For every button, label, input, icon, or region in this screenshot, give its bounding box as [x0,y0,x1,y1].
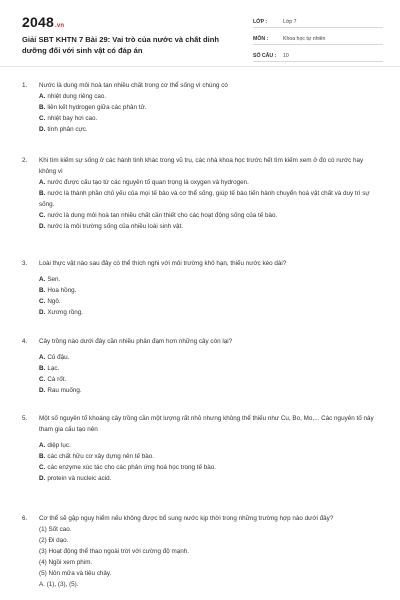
option-b[interactable] [39,363,382,374]
question-6 [22,513,382,590]
option-text: liên kết hydrogen giữa các phân tử. [47,104,147,111]
option-letter: B. [39,365,46,372]
option-a[interactable] [39,274,382,285]
meta-value: 10 [283,52,289,59]
option-text: diệp lục. [47,442,71,449]
option-letter: C. [39,212,46,219]
option-text: Lạc. [47,365,60,372]
site-logo[interactable] [22,14,64,30]
option-letter: C. [39,376,46,383]
option-letter: A. [39,354,46,361]
option-a[interactable]: A. (1), (3), (5). [39,581,79,588]
logo-suffix: .vn [54,23,65,29]
question-5 [22,413,382,484]
option-letter: C. [39,464,46,471]
option-d[interactable] [39,307,382,318]
option-text: Củ đậu. [47,354,70,361]
question-text: Loài thực vật nào sau đây có thể thích nghi với môi trường khô hạn, thiếu nước kéo dài? [39,260,287,267]
question-number: 6. [22,515,28,522]
option-text: nước là dung môi hoà tan nhiều chất cần thiết cho các hoạt động sống của tế bào. [47,212,278,219]
option-text: Sen. [47,276,61,283]
option-letter: C. [39,298,46,305]
option-text: nhiệt dung riêng cao. [47,93,107,100]
question-text: Nước là dung môi hoà tan nhiều chất trong cơ thể sống vì chúng có [39,82,228,89]
document-header [0,0,400,68]
meta-key: SỐ CÂU : [253,52,277,59]
logo-text: 2048 [22,14,54,30]
question-text: Một số nguyên tố khoáng cây trồng cần một lượng rất nhỏ nhưng không thể thiếu như Cu, Bo, Mo,... Các nguyên tố này tham gia cấu tạo nên [39,415,374,433]
option-letter: B. [39,287,46,294]
list-item: (2) Đi dạo. [39,537,69,544]
header-divider [0,66,400,67]
option-letter: A. [39,442,46,449]
option-text: Cà rốt. [47,376,67,383]
option-text: Rau muống. [47,387,82,394]
option-text: Xương rồng. [47,309,83,316]
option-letter: A. [39,276,46,283]
option-letter: A. [39,179,46,186]
list-item: (5) Nôn mửa và tiêu chảy. [39,570,112,577]
option-letter: B. [39,104,46,111]
list-item: (4) Ngồi xem phim. [39,559,93,566]
meta-key: MÔN : [253,35,269,42]
option-letter: D. [39,309,46,316]
question-text: Cơ thể sẽ gặp nguy hiểm nếu không được bổ sung nước kịp thời trong những trường hợp nào dưới đây? [39,515,334,522]
option-letter: D. [39,223,46,230]
meta-row-count [253,50,383,62]
question-number: 4. [22,338,28,345]
question-2 [22,155,382,232]
option-letter: C. [39,115,46,122]
option-d[interactable] [39,385,382,396]
list-item: (3) Hoạt động thể thao ngoài trời với cường độ mạnh. [39,548,189,555]
option-d[interactable] [39,124,382,135]
option-text: Hoa hồng. [47,287,77,294]
option-text: các enzyme xúc tác cho các phản ứng hoá học trong tế bào. [47,464,217,471]
option-c[interactable] [39,296,382,307]
option-b[interactable] [39,451,382,462]
question-3 [22,258,382,318]
question-text: Cây trồng nào dưới đây cần nhiều phân đạm hơn những cây còn lại? [39,338,233,345]
option-text: nhiệt bay hơi cao. [47,115,98,122]
option-letter: D. [39,387,46,394]
option-text: Ngô. [47,298,61,305]
option-a[interactable] [39,91,382,102]
option-c[interactable] [39,113,382,124]
option-c[interactable] [39,462,382,473]
option-text: tính phân cực. [47,126,88,133]
question-1 [22,80,382,135]
option-letter: D. [39,475,46,482]
question-number: 1. [22,82,28,89]
option-a[interactable] [39,177,382,188]
option-c[interactable] [39,374,382,385]
option-d[interactable] [39,473,382,484]
option-text: các chất hữu cơ xây dựng nên tế bào. [47,453,155,460]
option-letter: B. [39,190,46,197]
option-text: nước là môi trường sống của nhiều loài sinh vật. [47,223,184,230]
question-number: 3. [22,260,28,267]
page-title: Giải SBT KHTN 7 Bài 29: Vai trò của nước và chất dinh dưỡng đối với sinh vật có đáp án [22,35,219,55]
option-letter: B. [39,453,46,460]
option-b[interactable] [39,285,382,296]
option-letter: D. [39,126,46,133]
option-text: nước là thành phần chủ yếu của mọi tế bào và cơ thể sống, giúp tế bào tiến hành chuyển hoá vật chất và duy trì sự sống. [39,190,370,208]
question-number: 5. [22,415,28,422]
option-text: nước được cấu tạo từ các nguyên tố quan trọng là oxygen và hydrogen. [47,179,249,186]
meta-row-class [253,16,383,28]
meta-value: Lớp 7 [283,18,297,25]
option-c[interactable] [39,210,382,221]
question-number: 2. [22,157,28,164]
option-b[interactable] [39,102,382,113]
option-a[interactable] [39,440,382,451]
option-a[interactable] [39,352,382,363]
option-letter: A. [39,93,46,100]
question-4 [22,336,382,396]
document-meta [253,16,383,67]
option-text: protein và nucleic acid. [47,475,112,482]
meta-row-subject [253,33,383,45]
meta-value: Khoa học tự nhiên [283,35,326,42]
question-text: Khi tìm kiếm sự sống ở các hành tinh khác trong vũ trụ, các nhà khoa học trước hết tìm kiếm xem ở đó có nước hay không vì [39,157,364,175]
option-b[interactable] [39,188,382,210]
option-d[interactable] [39,221,382,232]
meta-key: LỚP : [253,18,268,25]
list-item: (1) Sốt cao. [39,526,72,533]
